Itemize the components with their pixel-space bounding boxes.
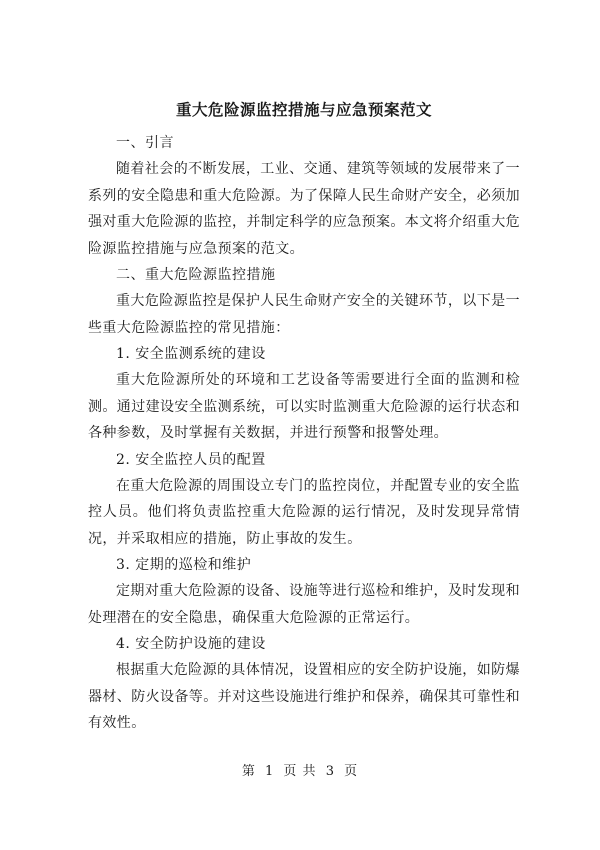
document-title: 重大危险源监控措施与应急预案范文 <box>175 100 432 119</box>
subheading-monitoring-staff: 2. 安全监控人员的配置 <box>116 451 266 468</box>
section-heading-measures: 二、重大危险源监控措施 <box>116 267 276 283</box>
paragraph-monitoring-staff: 在重大危险源的周围设立专门的监控岗位，并配置专业的安全监控人员。他们将负责监控重大危险源的运行情况，及时发现异常情况，并采取相应的措施，防止事故的发生。 <box>88 477 520 547</box>
page-footer <box>0 760 600 779</box>
page-number: 1 <box>265 764 275 779</box>
subheading-inspection: 3. 定期的巡检和维护 <box>116 557 252 573</box>
page-label-middle: 页 共 <box>283 764 317 779</box>
section-heading-intro: 一、引言 <box>116 135 174 151</box>
paragraph-inspection: 定期对重大危险源的设备、设施等进行巡检和维护，及时发现和处理潜在的安全隐患，确保重大危险源的正常运行。 <box>88 583 520 626</box>
subheading-protection: 4. 安全防护设施的建设 <box>116 636 266 652</box>
document-body <box>88 100 520 737</box>
page-label-suffix: 页 <box>344 764 359 779</box>
page-label-prefix: 第 <box>241 764 256 779</box>
paragraph-intro: 随着社会的不断发展，工业、交通、建筑等领域的发展带来了一系列的安全隐患和重大危险源。为了保障人民生命财产安全，必须加强对重大危险源的监控，并制定科学的应急预案。本文将介绍重大危险源监控措施与应急预案的范文。 <box>88 161 520 257</box>
subheading-monitoring-system: 1. 安全监测系统的建设 <box>116 346 266 362</box>
paragraph-measures-intro: 重大危险源监控是保护人民生命财产安全的关键环节，以下是一些重大危险源监控的常见措施： <box>88 293 520 336</box>
paragraph-monitoring-system: 重大危险源所处的环境和工艺设备等需要进行全面的监测和检测。通过建设安全监测系统，可以实时监测重大危险源的运行状态和各种参数，及时掌握有关数据，并进行预警和报警处理。 <box>88 372 520 441</box>
paragraph-protection: 根据重大危险源的具体情况，设置相应的安全防护设施，如防爆器材、防火设备等。并对这些设施进行维护和保养，确保其可靠性和有效性。 <box>88 662 520 731</box>
total-pages: 3 <box>325 764 335 779</box>
